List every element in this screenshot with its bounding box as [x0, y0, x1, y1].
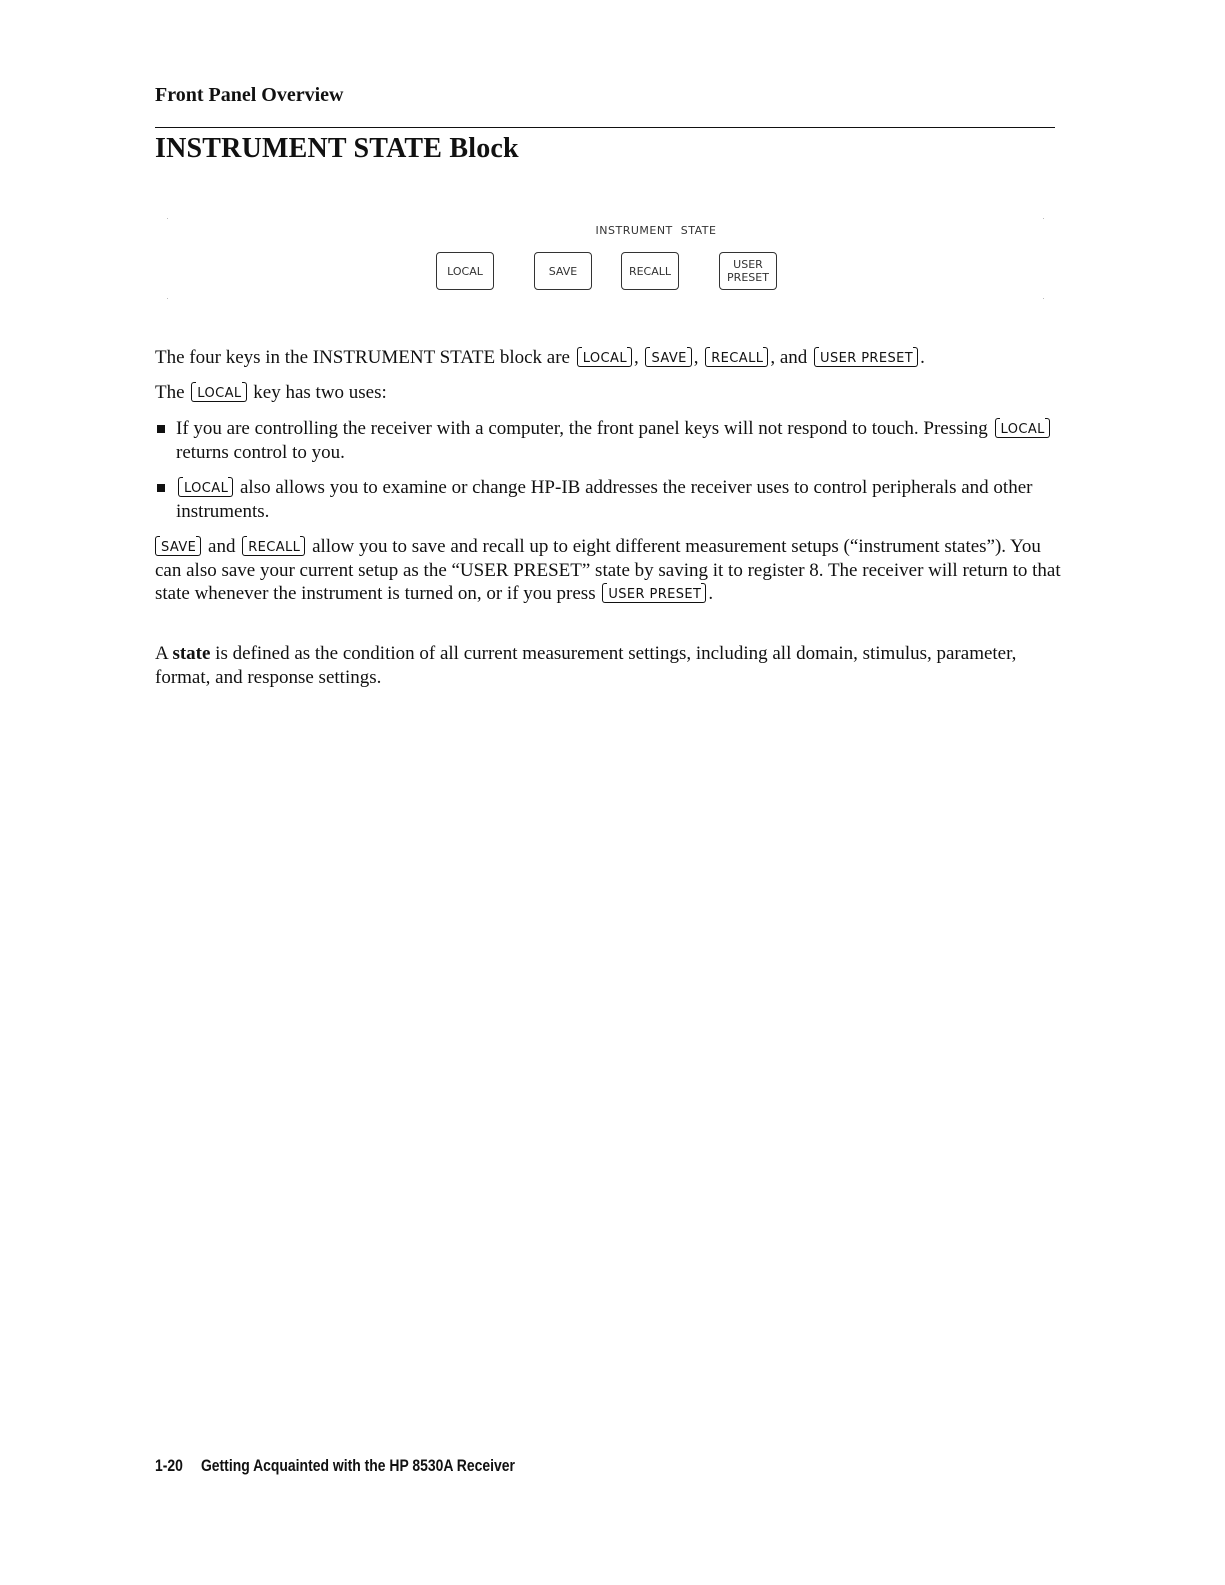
page-title: INSTRUMENT STATE Block [155, 133, 519, 164]
text-run: , and [770, 347, 808, 368]
list-item [155, 476, 1065, 523]
header-rule [155, 127, 1055, 128]
local-key-label: LOCAL [577, 350, 632, 367]
paragraph-local-uses [155, 381, 1065, 405]
text-run: A [155, 643, 168, 664]
recall-key-label: RECALL [242, 539, 305, 556]
text-run: The [155, 382, 185, 403]
list-item [155, 417, 1065, 464]
instrument-state-panel-illustration [155, 210, 1055, 310]
paragraph-keys-intro [155, 346, 1065, 370]
user-preset-key-label: USER PRESET [814, 350, 918, 367]
recall-key-label: RECALL [705, 350, 768, 367]
local-key-label: LOCAL [191, 385, 246, 402]
bullet-icon [157, 484, 165, 492]
registration-dot [1043, 218, 1044, 219]
bullet-icon [157, 425, 165, 433]
defined-term: state [172, 643, 211, 664]
text-run: and [208, 536, 236, 557]
paragraph-state-definition [155, 642, 1065, 689]
panel-local-key: LOCAL [436, 252, 494, 290]
save-key-label: SAVE [645, 350, 691, 367]
local-key-label: LOCAL [995, 421, 1050, 438]
page-footer [155, 1456, 515, 1476]
text-run: The four keys in the INSTRUMENT STATE block are [155, 347, 570, 368]
list-item-text [176, 417, 1065, 464]
text-run: . [708, 583, 714, 604]
page-number: 1-20 [155, 1456, 183, 1475]
text-run: . [920, 347, 925, 368]
text-run: If you are controlling the receiver with a computer, the front panel keys will not respond to touch. Pressing [176, 418, 988, 439]
user-preset-key-label: USER PRESET [602, 586, 706, 603]
registration-dot [167, 298, 168, 299]
text-run: , [693, 347, 699, 368]
text-run: , [633, 347, 639, 368]
panel-recall-key: RECALL [621, 252, 679, 290]
footer-title: Getting Acquainted with the HP 8530A Receiver [200, 1456, 515, 1475]
panel-user-preset-key: USER PRESET [719, 252, 777, 290]
local-key-label: LOCAL [178, 480, 233, 497]
text-run: is defined as the condition of all current measurement settings, including all domain, stimulus, parameter, format, and response settings. [155, 643, 1017, 688]
section-header: Front Panel Overview [155, 84, 344, 106]
save-key-label: SAVE [155, 539, 201, 556]
paragraph-save-recall [155, 535, 1065, 606]
text-run: allow you to save and recall up to eight different measurement setups (“instrument states”). You can also save your current setup as the “USER PRESET” state by saving it to register 8. The receiver will return to that state whenever the instrument is turned on, or if you press [155, 536, 1061, 604]
text-run: also allows you to examine or change HP-IB addresses the receiver uses to control peripherals and other instruments. [176, 477, 1033, 522]
list-item-text [176, 476, 1065, 523]
registration-dot [1043, 298, 1044, 299]
text-run: returns control to you. [176, 441, 345, 463]
panel-label: INSTRUMENT STATE [595, 224, 717, 237]
panel-save-key: SAVE [534, 252, 592, 290]
text-run: key has two uses: [253, 382, 387, 403]
registration-dot [167, 218, 168, 219]
